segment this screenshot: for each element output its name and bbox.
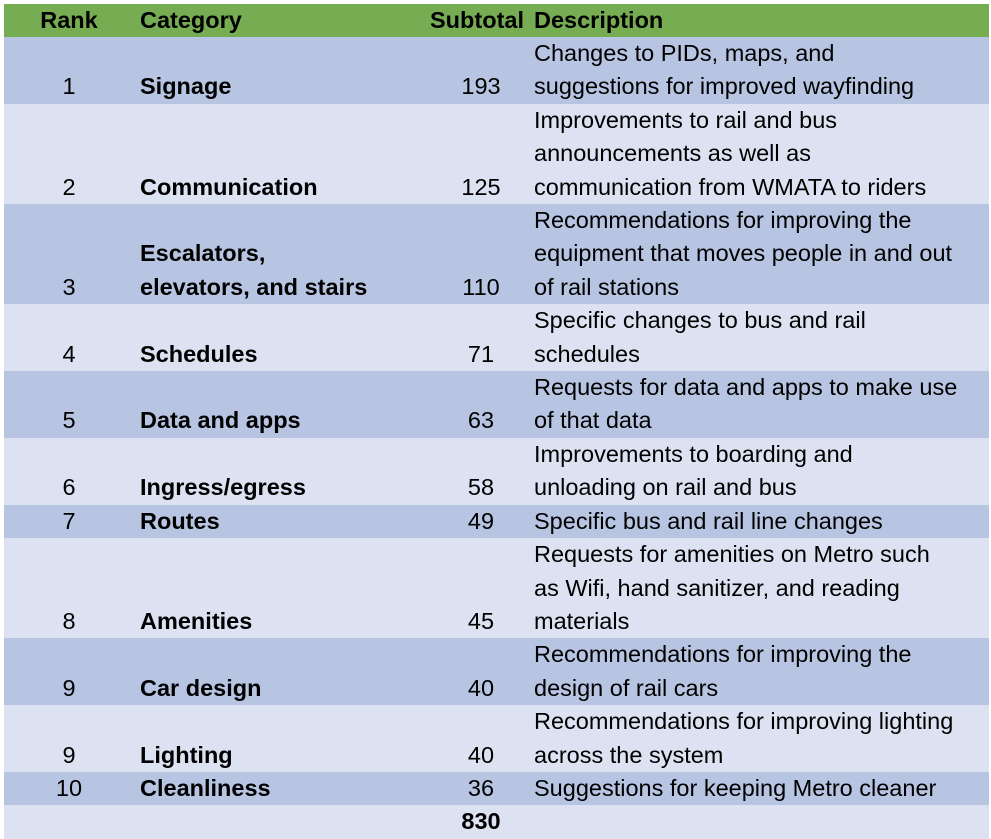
description-line: as Wifi, hand sanitizer, and reading: [534, 574, 900, 601]
table-row: [4, 538, 989, 638]
description-cell: [530, 304, 989, 371]
description-line: Recommendations for improving lighting: [534, 708, 954, 735]
description-line: of that data: [534, 407, 652, 434]
rank-cell: 9: [4, 638, 134, 705]
subtotal-cell: 110: [404, 204, 530, 304]
table-row: [4, 772, 989, 805]
description-line: schedules: [534, 340, 640, 367]
description-line: Recommendations for improving the: [534, 207, 912, 234]
subtotal-cell: 45: [404, 538, 530, 638]
total-blank-cell: [134, 805, 404, 838]
table-body: [4, 37, 989, 839]
category-cell: [134, 37, 404, 104]
category-line: elevators, and stairs: [140, 273, 368, 300]
subtotal-cell: 49: [404, 505, 530, 538]
category-line: Escalators,: [140, 240, 266, 267]
description-cell: [530, 638, 989, 705]
header-description: Description: [530, 4, 989, 37]
category-line: Signage: [140, 73, 232, 100]
category-line: Schedules: [140, 340, 258, 367]
description-cell: [530, 772, 989, 805]
description-line: communication from WMATA to riders: [534, 173, 927, 200]
subtotal-cell: 40: [404, 638, 530, 705]
table-row: [4, 505, 989, 538]
description-line: design of rail cars: [534, 674, 719, 701]
category-line: Data and apps: [140, 407, 301, 434]
description-line: materials: [534, 607, 630, 634]
description-cell: [530, 204, 989, 304]
description-line: announcements as well as: [534, 140, 811, 167]
description-line: suggestions for improved wayfinding: [534, 73, 915, 100]
table-row: [4, 104, 989, 204]
total-blank-cell: [4, 805, 134, 838]
category-cell: [134, 638, 404, 705]
category-line: Ingress/egress: [140, 474, 306, 501]
category-cell: [134, 371, 404, 438]
rank-cell: 10: [4, 772, 134, 805]
category-cell: [134, 104, 404, 204]
category-cell: [134, 772, 404, 805]
description-line: across the system: [534, 741, 724, 768]
description-cell: [530, 538, 989, 638]
subtotal-cell: 63: [404, 371, 530, 438]
description-cell: [530, 438, 989, 505]
description-line: Specific changes to bus and rail: [534, 307, 866, 334]
category-line: Amenities: [140, 607, 253, 634]
table-row: [4, 705, 989, 772]
description-cell: [530, 104, 989, 204]
description-cell: [530, 37, 989, 104]
table-row: [4, 304, 989, 371]
description-cell: [530, 371, 989, 438]
total-value: 830: [404, 805, 530, 838]
subtotal-cell: 58: [404, 438, 530, 505]
total-row: [4, 805, 989, 838]
subtotal-cell: 71: [404, 304, 530, 371]
header-subtotal: Subtotal: [404, 4, 530, 37]
rank-cell: 7: [4, 505, 134, 538]
rank-cell: 1: [4, 37, 134, 104]
table-row: [4, 37, 989, 104]
subtotal-cell: 125: [404, 104, 530, 204]
rank-cell: 6: [4, 438, 134, 505]
rank-cell: 2: [4, 104, 134, 204]
header-rank: Rank: [4, 4, 134, 37]
table-row: [4, 371, 989, 438]
description-line: Changes to PIDs, maps, and: [534, 40, 835, 66]
description-line: Improvements to rail and bus: [534, 106, 838, 133]
category-line: Car design: [140, 674, 262, 701]
category-cell: [134, 204, 404, 304]
subtotal-cell: 193: [404, 37, 530, 104]
category-cell: [134, 505, 404, 538]
description-line: Suggestions for keeping Metro cleaner: [534, 774, 937, 801]
category-line: Routes: [140, 507, 220, 534]
category-cell: [134, 538, 404, 638]
rank-cell: 9: [4, 705, 134, 772]
rank-cell: 3: [4, 204, 134, 304]
description-line: equipment that moves people in and out: [534, 240, 953, 267]
category-cell: [134, 438, 404, 505]
rank-cell: 8: [4, 538, 134, 638]
description-line: Improvements to boarding and: [534, 440, 853, 467]
description-line: Specific bus and rail line changes: [534, 507, 883, 534]
category-cell: [134, 705, 404, 772]
rank-cell: 4: [4, 304, 134, 371]
description-line: Requests for amenities on Metro such: [534, 541, 930, 568]
subtotal-cell: 40: [404, 705, 530, 772]
description-cell: [530, 505, 989, 538]
header-row: [4, 4, 989, 37]
table-row: [4, 638, 989, 705]
description-line: Recommendations for improving the: [534, 641, 912, 668]
description-cell: [530, 705, 989, 772]
table-row: [4, 204, 989, 304]
table-row: [4, 438, 989, 505]
category-line: Lighting: [140, 741, 233, 768]
header-category: Category: [134, 4, 404, 37]
category-cell: [134, 304, 404, 371]
description-line: of rail stations: [534, 273, 679, 300]
category-table: [4, 4, 989, 839]
rank-cell: 5: [4, 371, 134, 438]
category-line: Communication: [140, 173, 318, 200]
total-blank-cell: [530, 805, 989, 838]
description-line: unloading on rail and bus: [534, 474, 797, 501]
subtotal-cell: 36: [404, 772, 530, 805]
category-line: Cleanliness: [140, 774, 271, 801]
description-line: Requests for data and apps to make use: [534, 374, 958, 401]
table-header: [4, 4, 989, 37]
